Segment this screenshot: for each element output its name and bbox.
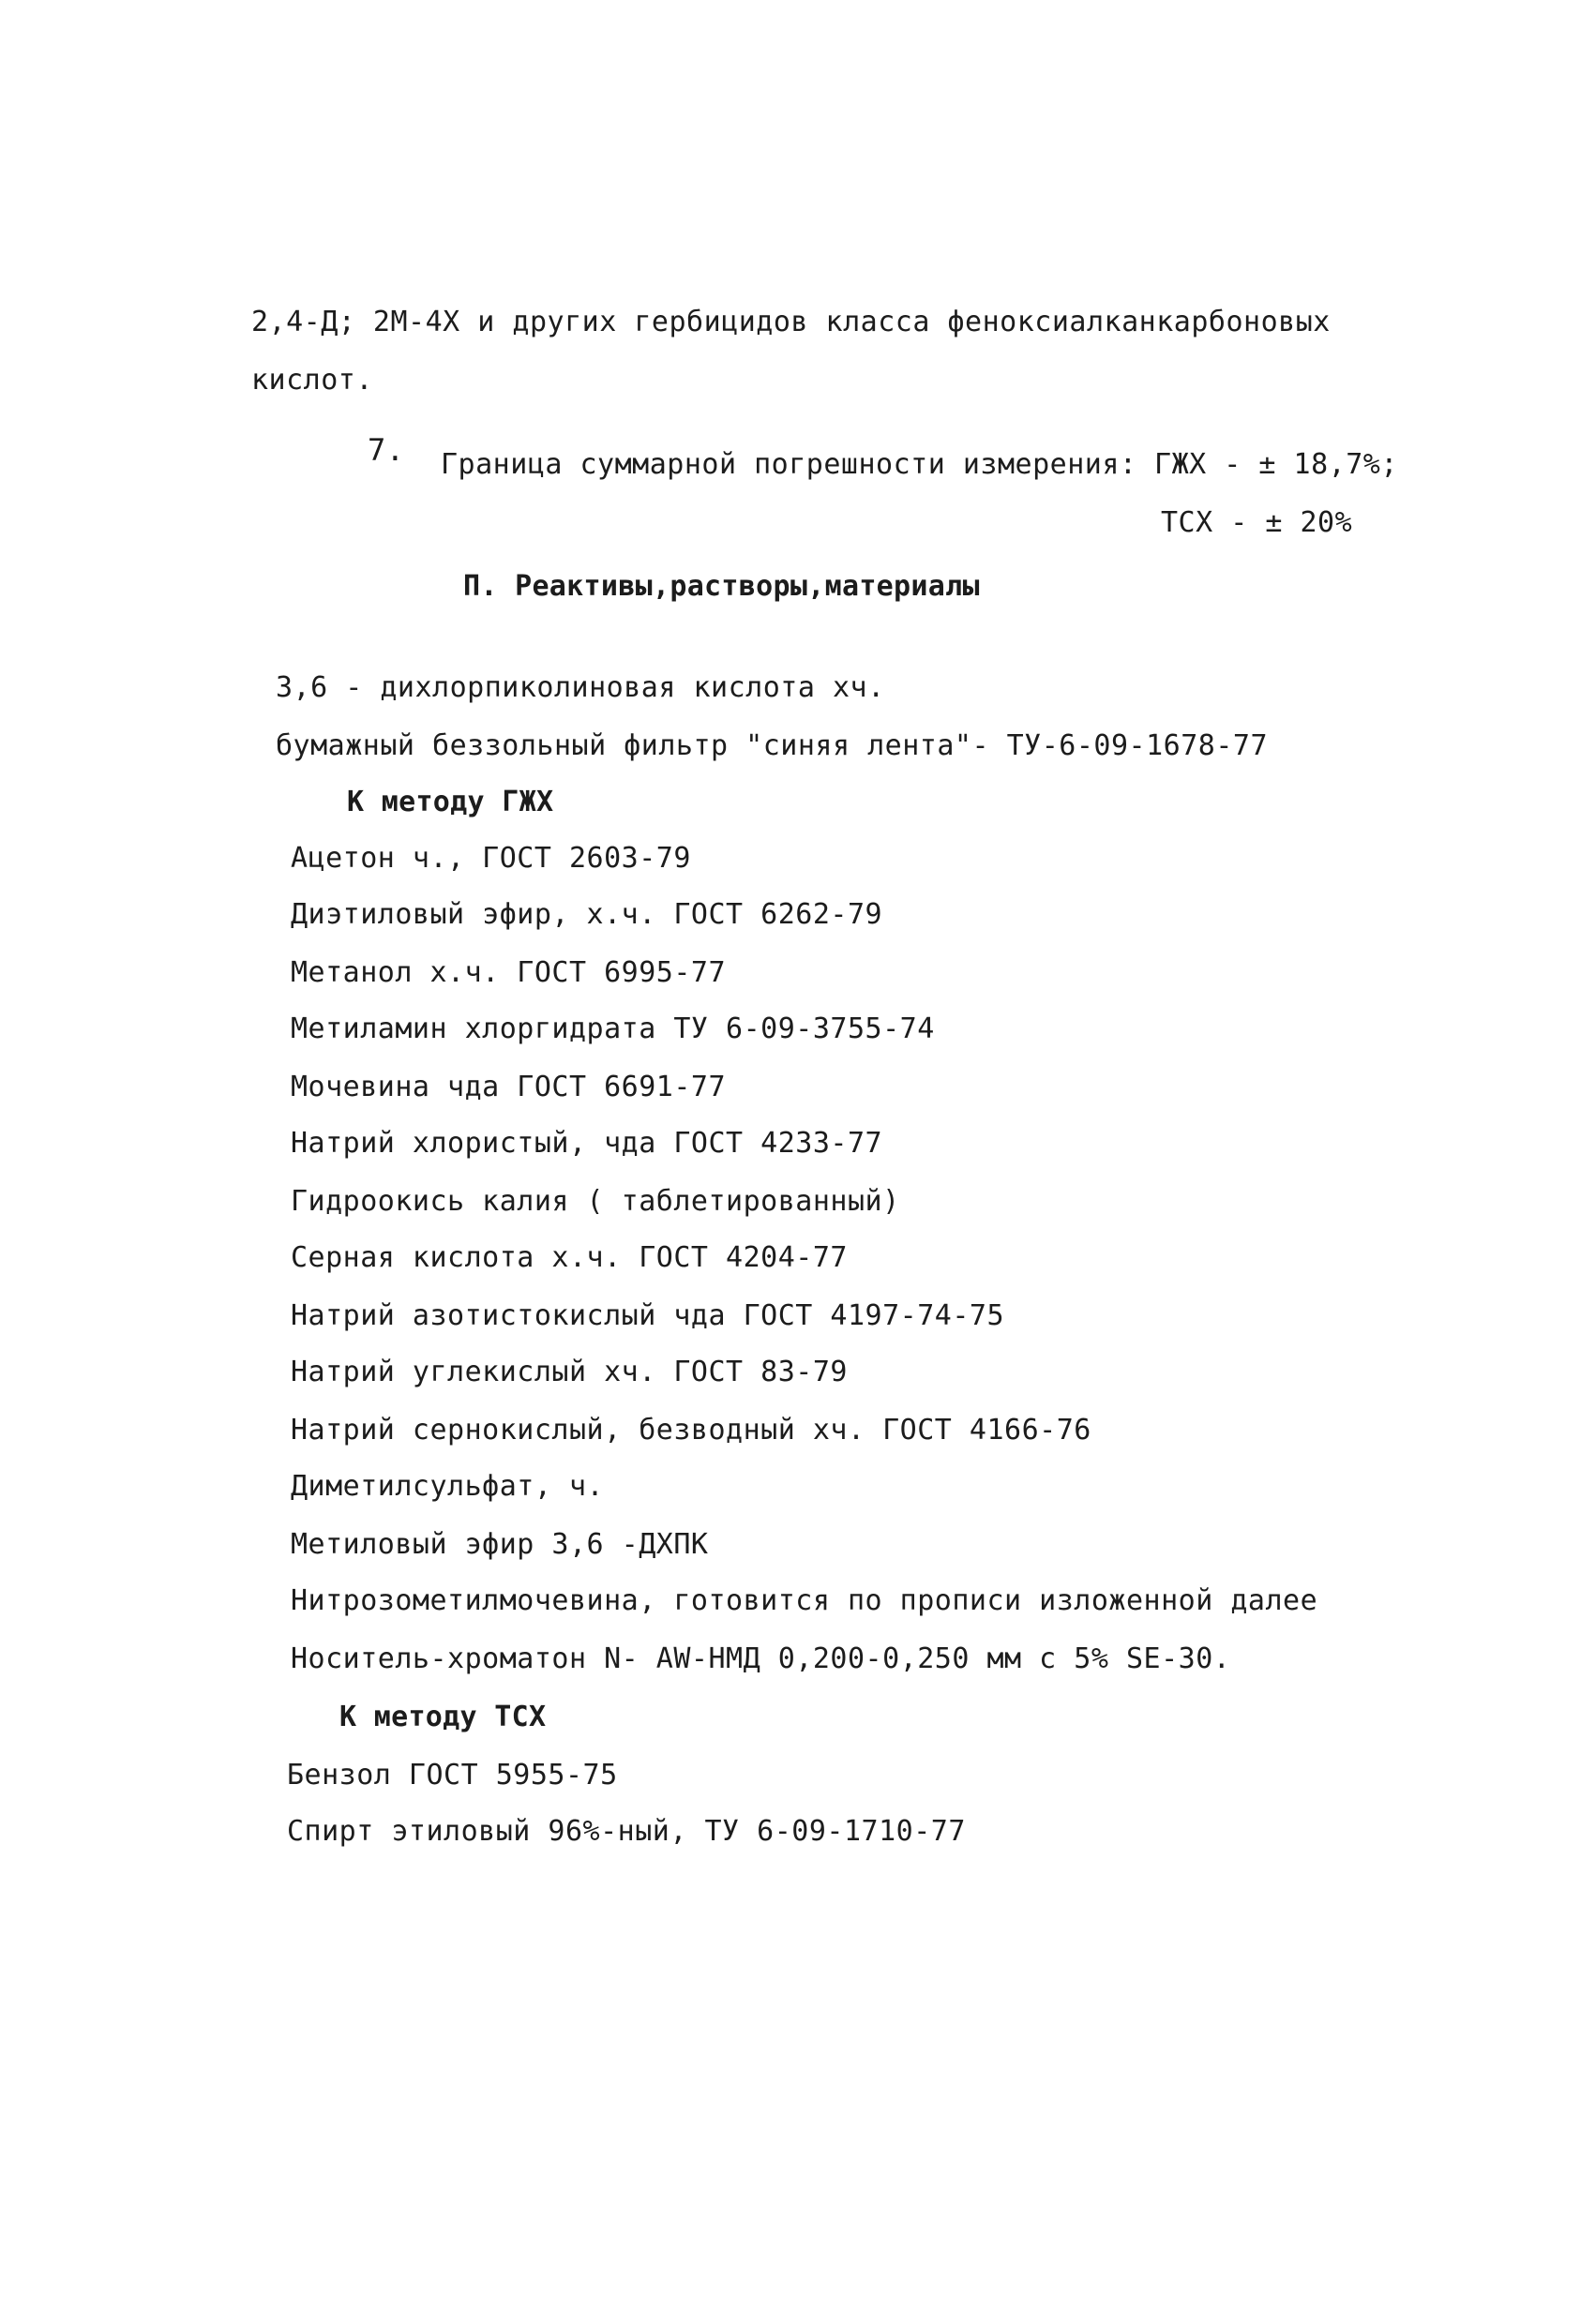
gc-item-11: Натрий сернокислый, безводный хч. ГОСТ 4166-76 (291, 1414, 1091, 1447)
intro-line-1: 2,4-Д; 2М-4Х и других гербицидов класса феноксиалканкарбоновых (251, 306, 1331, 338)
gc-item-7: Гидроокись калия ( таблетированный) (291, 1185, 900, 1218)
item-7-tcx-value: ТСХ - ± 20% (1161, 506, 1353, 539)
gc-item-9: Натрий азотистокислый чда ГОСТ 4197-74-75 (291, 1299, 1005, 1332)
tlc-item-2: Спирт этиловый 96%-ный, ТУ 6-09-1710-77 (287, 1815, 966, 1848)
item-7-number: 7. (368, 432, 405, 468)
gc-item-1: Ацетон ч., ГОСТ 2603-79 (291, 842, 691, 875)
tlc-method-heading: К методу ТСХ (339, 1701, 547, 1733)
gc-item-15: Носитель-хроматон N- AW-HMД 0,200-0,250 мм с 5% SE-30. (291, 1642, 1231, 1675)
gc-item-12: Диметилсульфат, ч. (291, 1470, 605, 1503)
gc-item-10: Натрий углекислый хч. ГОСТ 83-79 (291, 1356, 848, 1388)
tlc-item-1: Бензол ГОСТ 5955-75 (287, 1759, 618, 1792)
gc-item-13: Метиловый эфир 3,6 -ДХПК (291, 1528, 709, 1561)
general-item-2: бумажный беззольный фильтр "синяя лента"- ТУ-6-09-1678-77 (276, 729, 1269, 762)
item-7-text: Граница суммарной погрешности измерения: ГЖХ - ± 18,7%; (441, 448, 1398, 481)
gc-method-heading: К методу ГЖХ (347, 786, 554, 818)
gc-item-5: Мочевина чда ГОСТ 6691-77 (291, 1071, 727, 1103)
gc-item-14: Нитрозометилмочевина, готовится по прописи изложенной далее (291, 1584, 1318, 1617)
gc-item-2: Диэтиловый эфир, х.ч. ГОСТ 6262-79 (291, 898, 883, 931)
section-2-heading: П. Реактивы,растворы,материалы (463, 570, 980, 603)
general-item-1: 3,6 - дихлорпиколиновая кислота хч. (276, 671, 885, 704)
gc-item-3: Метанол х.ч. ГОСТ 6995-77 (291, 956, 727, 989)
gc-item-4: Метиламин хлоргидрата ТУ 6-09-3755-74 (291, 1012, 935, 1045)
gc-item-6: Натрий хлористый, чда ГОСТ 4233-77 (291, 1127, 883, 1160)
gc-item-8: Серная кислота х.ч. ГОСТ 4204-77 (291, 1241, 848, 1274)
intro-line-2: кислот. (251, 364, 373, 397)
